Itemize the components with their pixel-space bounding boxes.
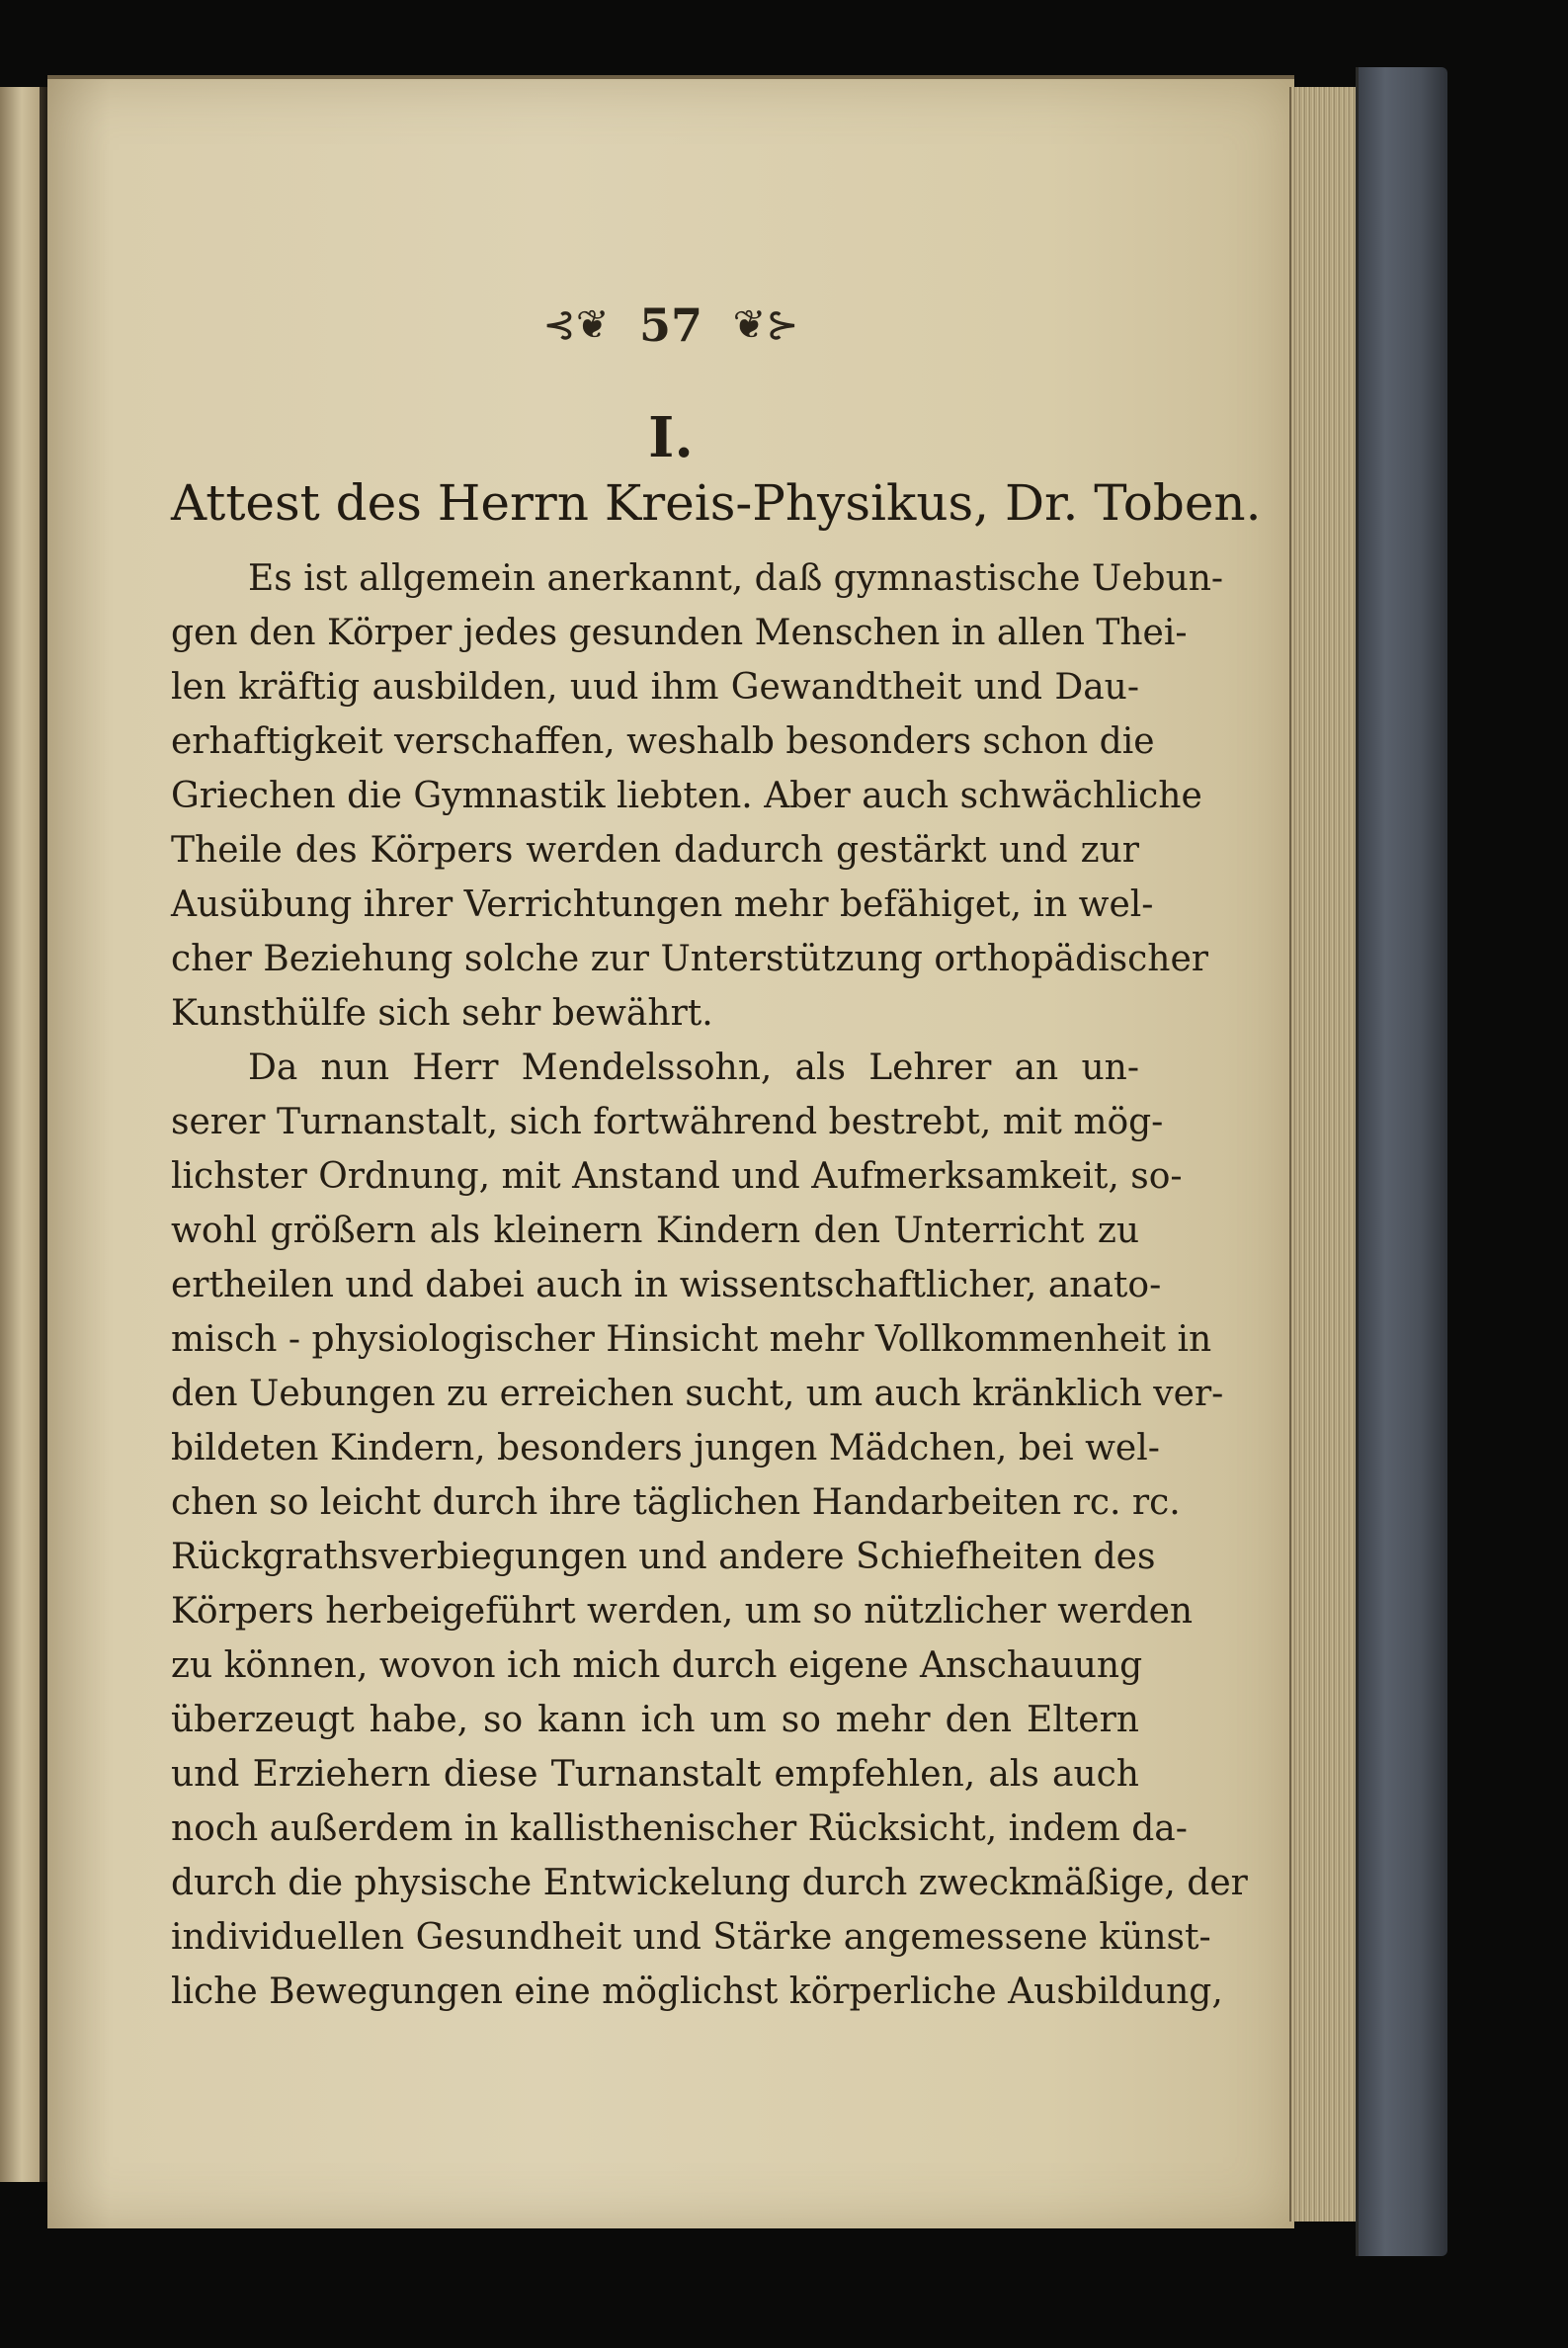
book-cover xyxy=(1359,67,1447,2256)
text-line: Rückgrathsverbiegungen und andere Schiefheiten des xyxy=(171,1537,1156,1577)
text-line: Da nun Herr Mendelssohn, als Lehrer an un- xyxy=(248,1048,1139,1088)
text-line: und Erziehern diese Turnanstalt empfehlen, als auch xyxy=(171,1754,1139,1795)
ornament-right-icon: ❦⊱ xyxy=(732,302,799,348)
text-line: bildeten Kindern, besonders jungen Mädchen, bei wel- xyxy=(171,1428,1160,1468)
text-line: durch die physische Entwickelung durch zweckmäßige, der xyxy=(171,1863,1248,1903)
text-line: Kunsthülfe sich sehr bewährt. xyxy=(171,993,713,1034)
text-line: gen den Körper jedes gesunden Menschen in allen Thei- xyxy=(171,613,1188,653)
left-page-edge xyxy=(0,87,41,2182)
text-line: Griechen die Gymnastik liebten. Aber auch schwächliche xyxy=(171,776,1202,816)
text-line: Ausübung ihrer Verrichtungen mehr befähiget, in wel- xyxy=(171,884,1154,925)
text-line: lichster Ordnung, mit Anstand und Aufmerksamkeit, so- xyxy=(171,1156,1183,1197)
ornament-left-icon: ⊰❦ xyxy=(542,302,610,348)
fore-edge xyxy=(1289,87,1361,2222)
text-line: zu können, wovon ich mich durch eigene Anschauung xyxy=(171,1645,1143,1686)
text-line: misch - physiologischer Hinsicht mehr Vollkommenheit in xyxy=(171,1319,1212,1360)
text-line: ertheilen und dabei auch in wissentschaftlicher, anato- xyxy=(171,1265,1162,1305)
text-line: noch außerdem in kallisthenischer Rücksicht, indem da- xyxy=(171,1808,1188,1849)
text-line: den Uebungen zu erreichen sucht, um auch kränklich ver- xyxy=(171,1374,1224,1414)
text-line: len kräftig ausbilden, uud ihm Gewandtheit und Dau- xyxy=(171,667,1139,708)
text-line: Es ist allgemein anerkannt, daß gymnastische Uebun- xyxy=(248,558,1224,599)
text-line: serer Turnanstalt, sich fortwährend bestrebt, mit mög- xyxy=(171,1102,1164,1142)
text-line: überzeugt habe, so kann ich um so mehr den Eltern xyxy=(171,1700,1139,1740)
text-line: liche Bewegungen eine möglichst körperliche Ausbildung, xyxy=(171,1971,1223,2012)
section-number: I. xyxy=(648,405,694,470)
page-number: 57 xyxy=(638,298,702,352)
text-line: chen so leicht durch ihre täglichen Handarbeiten rc. rc. xyxy=(171,1482,1181,1523)
text-line: Theile des Körpers werden dadurch gestärkt und zur xyxy=(171,830,1139,871)
text-line: Körpers herbeigeführt werden, um so nützlicher werden xyxy=(171,1591,1194,1632)
text-line: erhaftigkeit verschaffen, weshalb besonders schon die xyxy=(171,721,1155,762)
page xyxy=(47,79,1294,2228)
page-header xyxy=(47,294,1294,352)
body-text xyxy=(171,551,1248,2019)
text-line: wohl größern als kleinern Kindern den Unterricht zu xyxy=(171,1211,1139,1251)
text-line: individuellen Gesundheit und Stärke angemessene künst- xyxy=(171,1917,1211,1958)
section-title: Attest des Herrn Kreis-Physikus, Dr. Toben. xyxy=(171,474,1262,532)
text-line: cher Beziehung solche zur Unterstützung orthopädischer xyxy=(171,939,1208,979)
